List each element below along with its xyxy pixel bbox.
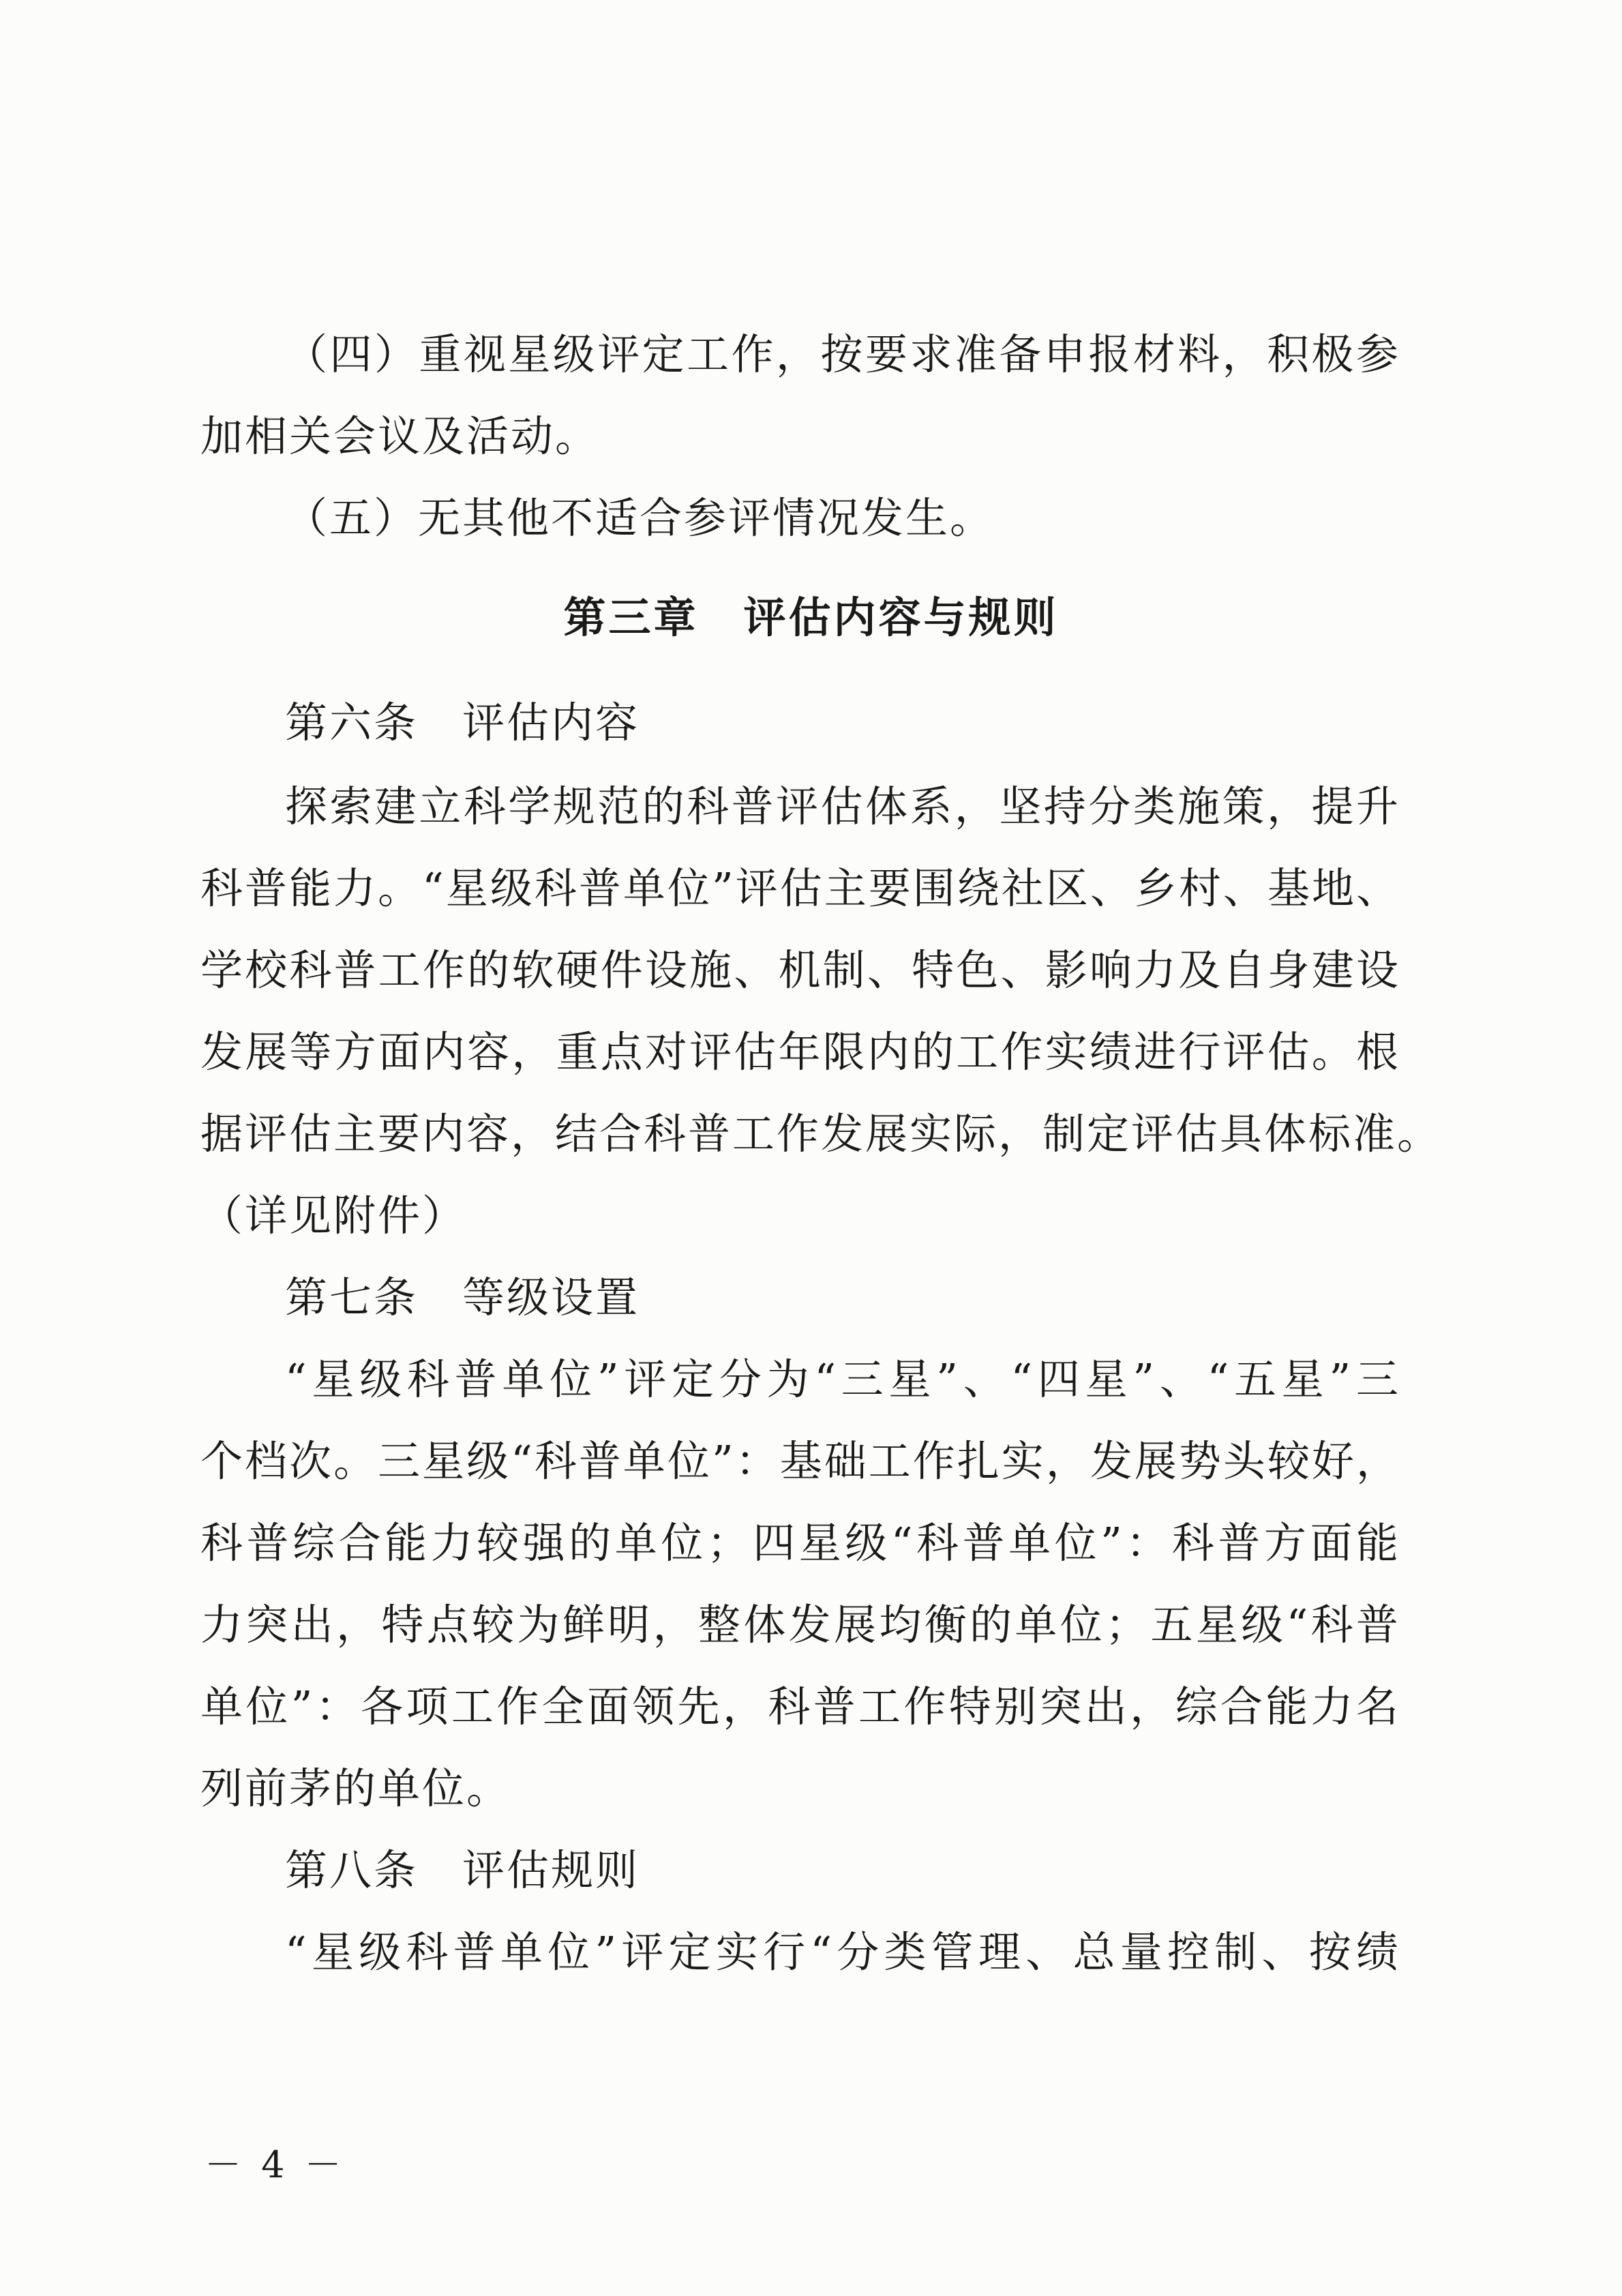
paragraph-line: 据评估主要内容，结合科普工作发展实际，制定评估具体标准。 [200, 1109, 1442, 1159]
article-title: 第八条 评估规则 [285, 1845, 640, 1895]
page-number: － 4 － [205, 2143, 346, 2186]
article-title: 第六条 评估内容 [285, 698, 640, 747]
paragraph-line: 科普综合能力较强的单位；四星级“科普单位”：科普方面能 [200, 1518, 1400, 1568]
paragraph-line: 探索建立科学规范的科普评估体系，坚持分类施策，提升 [285, 781, 1400, 831]
article-title: 第七条 等级设置 [285, 1272, 640, 1322]
paragraph-line: （详见附件） [200, 1191, 467, 1240]
paragraph-line: 单位”：各项工作全面领先，科普工作特别突出，综合能力名 [200, 1682, 1400, 1731]
paragraph-line: 科普能力。“星级科普单位”评估主要围绕社区、乡村、基地、 [200, 863, 1400, 913]
paragraph-line: 学校科普工作的软硬件设施、机制、特色、影响力及自身建设 [200, 945, 1400, 995]
paragraph-line: 力突出，特点较为鲜明，整体发展均衡的单位；五星级“科普 [200, 1600, 1400, 1650]
paragraph-line: 加相关会议及活动。 [200, 411, 600, 461]
paragraph-line: （四）重视星级评定工作，按要求准备申报材料，积极参 [285, 329, 1400, 379]
paragraph-line: “星级科普单位”评定分为“三星”、“四星”、“五星”三 [285, 1354, 1400, 1404]
paragraph-line: 列前茅的单位。 [200, 1763, 511, 1813]
paragraph-line: 发展等方面内容，重点对评估年限内的工作实绩进行评估。根 [200, 1027, 1400, 1077]
paragraph-line: “星级科普单位”评定实行“分类管理、总量控制、按绩 [285, 1927, 1400, 1977]
paragraph-line: 个档次。三星级“科普单位”：基础工作扎实，发展势头较好， [200, 1436, 1400, 1486]
paragraph-line: （五）无其他不适合参评情况发生。 [285, 493, 995, 543]
chapter-heading: 第三章 评估内容与规则 [563, 593, 1059, 642]
